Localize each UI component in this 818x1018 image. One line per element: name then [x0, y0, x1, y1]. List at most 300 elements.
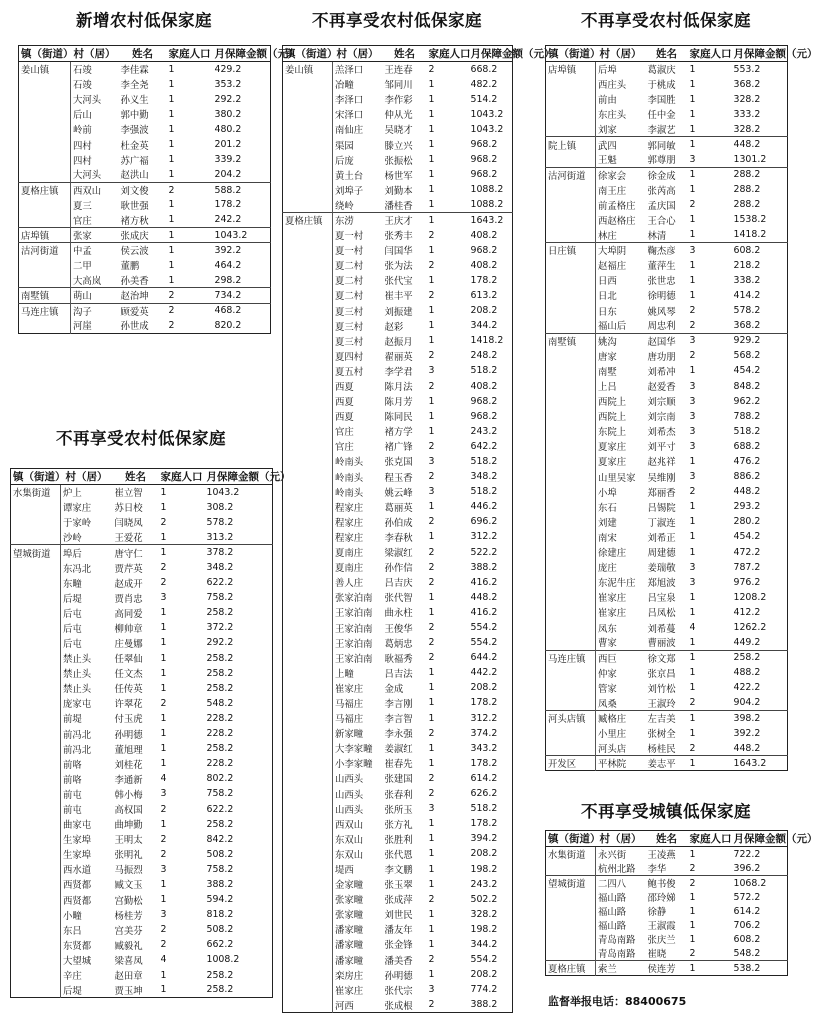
table-cell: [11, 817, 61, 832]
table-cell: 2: [167, 303, 213, 318]
table-cell: 722.2: [733, 848, 761, 860]
table-row: [19, 62, 271, 77]
table-cell: 索兰: [596, 961, 646, 976]
table-cell: [546, 890, 596, 904]
table-cell: 东吕: [63, 925, 82, 937]
table-cell: 3: [688, 243, 732, 258]
table-cell: 刘竹松: [647, 683, 676, 695]
table-row: [283, 424, 513, 439]
table-row: [546, 137, 788, 152]
table-cell: 614.2: [470, 772, 498, 784]
table-cell: 后屯: [63, 623, 82, 635]
table-cell: 1: [160, 758, 167, 770]
table-row: [283, 394, 513, 409]
table-cell: 508.2: [206, 848, 234, 860]
table-row: [546, 182, 788, 197]
table-cell: 3: [688, 333, 732, 348]
table-cell: 水集街道: [546, 847, 596, 862]
table-cell: 前咯: [63, 774, 82, 786]
table-row: [11, 560, 273, 575]
column-header: 月保障金额（元）: [205, 469, 273, 485]
table-cell: 1: [428, 305, 435, 317]
table-cell: 454.2: [733, 365, 761, 377]
table-cell: 968.2: [470, 139, 498, 151]
table-cell: [283, 137, 333, 152]
table-cell: 208.2: [470, 848, 498, 860]
column-header: 家庭人口: [159, 469, 205, 485]
table-cell: 禁止头: [63, 654, 92, 666]
table-cell: 贾玉坤: [114, 985, 143, 997]
table-row: [546, 197, 788, 212]
table-cell: 388.2: [470, 561, 498, 573]
table-cell: 郭中勤: [120, 110, 149, 122]
column-header: 姓名: [646, 831, 688, 847]
table-cell: 绕岭: [335, 200, 354, 212]
table-cell: [283, 590, 333, 605]
table-cell: [283, 771, 333, 786]
table-cell: 李学君: [384, 366, 413, 378]
table-cell: 1: [167, 228, 213, 243]
table-cell: 张玉翠: [384, 880, 413, 892]
table-cell: [283, 228, 333, 243]
table-cell: 1088.2: [470, 199, 504, 211]
table-cell: 3: [689, 561, 696, 573]
table-cell: 333.2: [733, 108, 761, 120]
table-cell: 258.2: [206, 667, 234, 679]
table-row: [546, 303, 788, 318]
table-cell: 姜瑞敬: [647, 563, 676, 575]
table-cell: 后堤: [63, 985, 82, 997]
table-cell: 1: [160, 878, 167, 890]
table-cell: [546, 545, 596, 560]
table-cell: [283, 575, 333, 590]
table-cell: 614.2: [733, 905, 761, 917]
table-cell: 刘希正: [647, 532, 676, 544]
table-cell: 仲家: [598, 668, 617, 680]
table-cell: 3: [689, 440, 696, 452]
table-cell: 613.2: [470, 289, 498, 301]
table-cell: 787.2: [733, 561, 761, 573]
table-cell: 前冯北: [63, 744, 92, 756]
table-cell: 968.2: [470, 395, 498, 407]
table-cell: 372.2: [206, 622, 234, 634]
table-cell: 大李家疃: [335, 744, 373, 756]
table-cell: 后埠: [598, 65, 617, 77]
table-row: [283, 92, 513, 107]
table-cell: 368.2: [733, 78, 761, 90]
table-cell: 1: [428, 833, 435, 845]
t4-table: [545, 45, 818, 771]
table-cell: 王合心: [647, 215, 676, 227]
table-cell: 548.2: [206, 697, 234, 709]
table-cell: 2: [160, 848, 167, 860]
table-cell: 刘家: [598, 125, 617, 137]
table-cell: 1: [428, 93, 435, 105]
table-row: [11, 786, 273, 801]
table-cell: 1: [689, 63, 696, 75]
table-cell: [19, 212, 71, 227]
table-cell: 1: [427, 212, 469, 227]
table-cell: 2: [688, 876, 732, 891]
table-cell: 赵爱香: [647, 382, 676, 394]
table-cell: 312.2: [470, 712, 498, 724]
table-cell: 1043.2: [470, 108, 504, 120]
table-cell: 青岛南路: [598, 935, 636, 946]
table-cell: 闫国华: [384, 246, 413, 258]
table-cell: [546, 182, 596, 197]
table-cell: 王庆才: [383, 212, 427, 227]
table-cell: 贾芹英: [114, 563, 143, 575]
table-cell: [283, 831, 333, 846]
table-cell: 1: [428, 667, 435, 679]
table-cell: 518.2: [733, 425, 761, 437]
table-cell: 1: [160, 486, 167, 498]
table-cell: [546, 409, 596, 424]
table-cell: 日北: [598, 291, 617, 303]
table-cell: 178.2: [470, 757, 498, 769]
table-cell: 埠后: [61, 545, 113, 560]
table-cell: 羔泽口: [335, 65, 364, 77]
table-cell: 开发区: [546, 756, 596, 771]
table-row: [546, 756, 788, 771]
table-cell: 1: [689, 682, 696, 694]
table-cell: 568.2: [733, 350, 761, 362]
table-cell: 348.2: [206, 562, 234, 574]
table-cell: 1: [428, 184, 435, 196]
table-cell: [283, 243, 333, 258]
table-cell: 东石: [598, 502, 617, 514]
table-cell: 大埠阴: [596, 243, 646, 258]
table-cell: 前屯: [63, 789, 82, 801]
table-cell: 潘桂香: [384, 200, 413, 212]
table-cell: 孟庆国: [647, 200, 676, 212]
table-cell: [11, 877, 61, 892]
header-row: [283, 46, 513, 62]
table-cell: [283, 182, 333, 197]
table-cell: 1: [168, 259, 175, 271]
table-cell: 1: [428, 908, 435, 920]
table-row: [283, 907, 513, 922]
table-cell: 1: [160, 728, 167, 740]
column-header: 村（居）: [333, 46, 383, 62]
table-cell: [19, 197, 71, 212]
table-cell: 夏二村: [335, 261, 364, 273]
table-row: [19, 288, 271, 303]
table-cell: 292.2: [206, 637, 234, 649]
table-cell: 258.2: [732, 650, 788, 665]
table-cell: 曹家: [598, 638, 617, 650]
table-cell: 侯云波: [119, 243, 167, 258]
table-cell: 陈同民: [384, 412, 413, 424]
table-cell: 张家泊南: [335, 593, 373, 605]
table-row: [283, 695, 513, 710]
table-cell: 刘振建: [384, 306, 413, 318]
table-cell: [283, 529, 333, 544]
table-cell: 1: [689, 184, 696, 196]
table-cell: 339.2: [214, 154, 242, 166]
table-cell: 吴维刚: [647, 472, 676, 484]
table-cell: 288.2: [733, 199, 761, 211]
table-cell: 2: [160, 562, 167, 574]
table-cell: 293.2: [733, 501, 761, 513]
table-cell: [283, 514, 333, 529]
table-cell: 夏一村: [335, 246, 364, 258]
table-row: [283, 967, 513, 982]
table-cell: 夏南庄: [335, 548, 364, 560]
table-cell: 2: [428, 622, 435, 634]
table-cell: [11, 530, 61, 545]
table-cell: 2: [689, 697, 696, 709]
table-cell: 408.2: [470, 380, 498, 392]
table-cell: 后屯: [63, 638, 82, 650]
table-row: [546, 212, 788, 227]
table-cell: 2: [689, 862, 696, 874]
table-cell: 西夏: [335, 412, 354, 424]
table-cell: [546, 348, 596, 363]
table-cell: 1008.2: [206, 954, 240, 966]
table-cell: 3: [160, 909, 167, 921]
table-cell: 1: [689, 546, 696, 558]
table-cell: 2: [428, 380, 435, 392]
table-cell: 李文鹏: [384, 865, 413, 877]
table-cell: [283, 439, 333, 454]
table-cell: 1: [689, 905, 696, 917]
table-cell: 1: [428, 123, 435, 135]
table-cell: 小里庄: [598, 729, 627, 741]
t2-title: 不再享受农村低保家庭: [56, 429, 226, 448]
table-row: [283, 409, 513, 424]
table-cell: 董萍生: [647, 261, 676, 273]
table-row: [546, 62, 788, 77]
table-row: [546, 122, 788, 137]
table-cell: 554.2: [470, 622, 498, 634]
table-cell: [546, 318, 596, 333]
table-row: [19, 152, 271, 167]
table-cell: 夏格庄镇: [283, 212, 333, 227]
table-row: [11, 862, 273, 877]
table-cell: 2: [428, 652, 435, 664]
table-cell: 1: [689, 933, 696, 945]
table-cell: 208.2: [470, 969, 498, 981]
table-cell: 姜山镇: [283, 62, 333, 77]
table-row: [11, 877, 273, 892]
table-cell: 464.2: [214, 259, 242, 271]
table-cell: 353.2: [214, 78, 242, 90]
table-cell: [283, 801, 333, 816]
table-cell: 姜淑红: [384, 744, 413, 756]
table-cell: 1: [159, 545, 205, 560]
table-cell: 348.2: [470, 471, 498, 483]
table-cell: 1: [160, 637, 167, 649]
table-row: [546, 890, 788, 904]
table-row: [546, 726, 788, 741]
table-cell: 848.2: [733, 380, 761, 392]
table-cell: 闫晓凤: [114, 518, 143, 530]
table-cell: 1: [689, 259, 696, 271]
table-cell: 小疃: [63, 910, 82, 922]
table-row: [283, 846, 513, 861]
table-cell: 任翠仙: [114, 654, 143, 666]
table-cell: 张胜利: [384, 834, 413, 846]
table-cell: 日东: [598, 306, 617, 318]
t3-title: 不再享受农村低保家庭: [312, 11, 482, 30]
table-cell: 288.2: [733, 184, 761, 196]
table-cell: [11, 651, 61, 666]
table-cell: 东冯北: [63, 563, 92, 575]
table-cell: 后屯: [63, 608, 82, 620]
table-cell: 588.2: [213, 182, 271, 197]
header-row: [546, 831, 788, 847]
table-cell: 福山后: [598, 321, 627, 333]
table-cell: 贾肖忠: [114, 593, 143, 605]
table-cell: 2: [689, 319, 696, 331]
table-row: [546, 529, 788, 544]
table-cell: 大望城: [63, 955, 92, 967]
table-cell: 1: [168, 154, 175, 166]
table-row: [283, 167, 513, 182]
table-cell: 554.2: [470, 954, 498, 966]
table-cell: 东疃: [63, 578, 82, 590]
table-cell: 周忠利: [647, 321, 676, 333]
table-cell: [11, 756, 61, 771]
table-cell: [283, 726, 333, 741]
table-row: [283, 801, 513, 816]
table-cell: 3: [428, 455, 435, 467]
table-row: [546, 288, 788, 303]
table-cell: 王家泊南: [335, 623, 373, 635]
table-cell: 夏南庄: [335, 563, 364, 575]
table-cell: 耿福秀: [384, 653, 413, 665]
table-cell: 张建国: [384, 774, 413, 786]
table-cell: 王连春: [384, 65, 413, 77]
table-cell: [546, 107, 596, 122]
table-cell: 1: [428, 682, 435, 694]
table-cell: 葛炳忠: [384, 638, 413, 650]
table-cell: 201.2: [214, 139, 242, 151]
table-cell: 228.2: [206, 758, 234, 770]
table-cell: [283, 152, 333, 167]
table-cell: 1: [160, 818, 167, 830]
table-cell: 1: [689, 516, 696, 528]
table-cell: 夏五村: [335, 366, 364, 378]
table-cell: [546, 620, 596, 635]
table-row: [11, 545, 273, 560]
table-cell: 416.2: [470, 606, 498, 618]
table-cell: 日庄镇: [546, 243, 596, 258]
table-cell: 马振烈: [114, 865, 143, 877]
table-cell: 东贤都: [63, 940, 92, 952]
table-cell: 2: [428, 350, 435, 362]
table-row: [546, 333, 788, 348]
table-cell: 1: [428, 712, 435, 724]
table-cell: 曲坤勤: [114, 820, 143, 832]
table-cell: 2: [428, 576, 435, 588]
table-cell: 2: [689, 742, 696, 754]
table-cell: 1643.2: [732, 756, 788, 771]
table-row: [11, 530, 273, 545]
table-cell: [11, 968, 61, 983]
table-cell: 臧格庄: [596, 711, 646, 726]
table-cell: [546, 904, 596, 918]
table-cell: 2: [689, 305, 696, 317]
table-cell: 508.2: [206, 924, 234, 936]
table-cell: 538.2: [732, 961, 788, 976]
table-row: [283, 273, 513, 288]
table-cell: 平林院: [596, 756, 646, 771]
table-cell: 黄土台: [335, 170, 364, 182]
table-row: [283, 469, 513, 484]
table-cell: 394.2: [470, 833, 498, 845]
table-cell: [283, 922, 333, 937]
table-cell: 1088.2: [470, 184, 504, 196]
table-cell: 西庄头: [598, 80, 627, 92]
table-cell: 姜志平: [646, 756, 688, 771]
table-cell: 张为法: [384, 261, 413, 273]
table-cell: 2: [428, 561, 435, 573]
table-row: [11, 892, 273, 907]
table-row: [283, 756, 513, 771]
table-cell: 南仙庄: [335, 125, 364, 137]
table-cell: 徐金成: [646, 167, 688, 182]
table-cell: 赵国华: [646, 333, 688, 348]
table-cell: 李永强: [384, 729, 413, 741]
table-cell: [283, 363, 333, 378]
table-cell: 马连庄镇: [19, 303, 71, 318]
table-cell: [546, 665, 596, 680]
table-cell: 赵洪山: [120, 170, 149, 182]
table-cell: 吕凤松: [647, 608, 676, 620]
table-cell: [546, 529, 596, 544]
table-cell: 崔晓: [647, 949, 667, 960]
table-cell: 502.2: [470, 893, 498, 905]
table-cell: 4: [160, 773, 167, 785]
table-cell: 1: [689, 214, 696, 226]
table-cell: 1: [160, 622, 167, 634]
table-cell: 1: [428, 848, 435, 860]
table-row: [11, 651, 273, 666]
table-row: [546, 409, 788, 424]
table-cell: 2: [689, 199, 696, 211]
table-row: [11, 635, 273, 650]
table-cell: 1: [428, 606, 435, 618]
table-cell: [283, 469, 333, 484]
table-row: [283, 590, 513, 605]
table-cell: 张成萍: [384, 895, 413, 907]
table-cell: 东泥牛庄: [598, 578, 636, 590]
table-cell: [11, 983, 61, 998]
table-cell: 2: [428, 289, 435, 301]
table-cell: 2: [428, 471, 435, 483]
table-cell: 王凌燕: [647, 850, 676, 861]
table-cell: 张家疃: [335, 910, 364, 922]
table-cell: 2: [428, 772, 435, 784]
table-cell: 赵福庄: [598, 261, 627, 273]
table-row: [11, 515, 273, 530]
table-cell: 杨桂民: [647, 744, 676, 756]
table-cell: 大河头: [73, 95, 102, 107]
table-cell: 820.2: [214, 319, 242, 331]
t1-table: [18, 45, 299, 334]
table-cell: 644.2: [470, 652, 498, 664]
table-row: [19, 122, 271, 137]
table-row: [19, 318, 271, 333]
table-cell: 李华: [647, 864, 667, 875]
table-cell: 308.2: [206, 501, 234, 513]
table-cell: 1538.2: [733, 214, 767, 226]
table-cell: 张代宝: [384, 276, 413, 288]
table-cell: [11, 590, 61, 605]
table-cell: [11, 620, 61, 635]
